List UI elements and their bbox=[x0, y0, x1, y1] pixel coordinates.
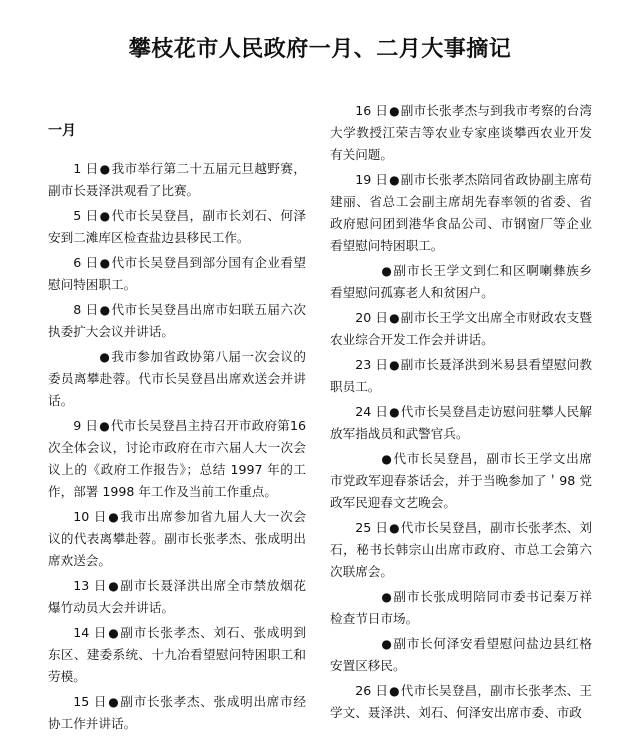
entry-date: 24 日 bbox=[355, 404, 389, 419]
event-entry bbox=[330, 100, 592, 166]
entry-date: 10 日 bbox=[73, 509, 108, 524]
right-entry-list bbox=[330, 100, 592, 724]
bullet-icon: ● bbox=[99, 209, 111, 223]
event-entry bbox=[48, 346, 306, 412]
bullet-icon: ● bbox=[389, 405, 400, 419]
bullet-icon: ● bbox=[381, 452, 393, 466]
bullet-icon: ● bbox=[381, 264, 393, 278]
entry-date: 6 日 bbox=[73, 255, 99, 270]
entry-text: 副市长张成明陪同市委书记秦万祥检查节日市场。 bbox=[330, 589, 592, 626]
entry-date: 25 日 bbox=[355, 520, 389, 535]
bullet-icon: ● bbox=[389, 173, 400, 187]
event-entry bbox=[330, 354, 592, 398]
entry-text: 我市参加省政协第八届一次会议的委员离攀赴蓉。代市长吴登昌出席欢送会并讲话。 bbox=[48, 349, 306, 408]
event-entry bbox=[330, 680, 592, 724]
entry-date: 13 日 bbox=[73, 578, 108, 593]
event-entry bbox=[330, 517, 592, 583]
event-entry bbox=[330, 448, 592, 514]
bullet-icon: ● bbox=[381, 590, 393, 604]
event-entry bbox=[48, 205, 306, 249]
event-entry bbox=[330, 401, 592, 445]
event-entry bbox=[48, 575, 306, 619]
entry-text: 副市长张孝杰与到我市考察的台湾大学教授江荣吉等农业专家座谈攀西农业开发有关问题。 bbox=[330, 103, 592, 162]
event-entry bbox=[330, 633, 592, 677]
bullet-icon: ● bbox=[389, 104, 400, 118]
event-entry bbox=[48, 506, 306, 572]
entry-text: 副市长张孝杰、刘石、张成明到东区、建委系统、十九冶看望慰问特困职工和劳模。 bbox=[48, 625, 306, 684]
event-entry bbox=[48, 299, 306, 343]
left-entry-list bbox=[48, 158, 306, 735]
event-entry bbox=[330, 307, 592, 351]
bullet-icon: ● bbox=[389, 684, 400, 698]
entry-text: 代市长吴登昌到部分国有企业看望慰问特困职工。 bbox=[48, 255, 306, 292]
entry-text: 副市长张孝杰、张成明出席市经协工作并讲话。 bbox=[48, 694, 306, 731]
event-entry bbox=[48, 622, 306, 688]
month-heading: 一月 bbox=[48, 123, 76, 139]
entry-date: 26 日 bbox=[355, 683, 389, 698]
entry-text: 代市长吴登昌，副市长张孝杰、王学文、聂泽洪、刘石、何泽安出席市委、市政 bbox=[330, 683, 592, 720]
bullet-icon: ● bbox=[108, 695, 120, 709]
entry-date: 5 日 bbox=[73, 208, 99, 223]
bullet-icon: ● bbox=[389, 358, 400, 372]
entry-date: 20 日 bbox=[355, 310, 389, 325]
entry-text: 代市长吴登昌，副市长王学文出席市党政军迎春茶话会，并于当晚参加了＇98 党政军民迎春文艺晚会。 bbox=[330, 451, 592, 510]
bullet-icon: ● bbox=[99, 256, 111, 270]
bullet-icon: ● bbox=[99, 162, 111, 176]
entry-date: 8 日 bbox=[73, 302, 99, 317]
entry-text: 代市长吴登昌主持召开市政府第16次全体会议，讨论市政府在市六届人大一次会议上的《政府工作报告》；总结 1997 年的工作，部署 1998 年工作及当前工作重点。 bbox=[48, 418, 306, 499]
bullet-icon: ● bbox=[389, 521, 400, 535]
entry-date: 23 日 bbox=[355, 357, 389, 372]
bullet-icon: ● bbox=[108, 626, 120, 640]
entry-date: 16 日 bbox=[355, 103, 389, 118]
bullet-icon: ● bbox=[99, 350, 111, 364]
entry-text: 代市长吴登昌，副市长刘石、何泽安到二滩库区检查盐边县移民工作。 bbox=[48, 208, 306, 245]
entry-date: 14 日 bbox=[73, 625, 108, 640]
entry-text: 我市举行第二十五届元旦越野赛，副市长聂泽洪观看了比赛。 bbox=[48, 161, 306, 198]
entry-date: 9 日 bbox=[73, 418, 99, 433]
bullet-icon: ● bbox=[99, 419, 110, 433]
entry-text: 副市长聂泽洪到米易县看望慰问教职员工。 bbox=[330, 357, 592, 394]
event-entry bbox=[330, 169, 592, 257]
bullet-icon: ● bbox=[108, 510, 120, 524]
right-column bbox=[330, 100, 592, 727]
entry-text: 代市长吴登昌走访慰问驻攀人民解放军指战员和武警官兵。 bbox=[330, 404, 592, 441]
entry-text: 副市长何泽安看望慰问盐边县红格安置区移民。 bbox=[330, 636, 592, 673]
entry-text: 副市长张孝杰陪同省政协副主席苟建丽、省总工会副主席胡先春率领的省委、省政府慰问团到港华食品公司、市钢窗厂等企业看望慰问特困职工。 bbox=[330, 172, 592, 253]
entry-text: 副市长聂泽洪出席全市禁放烟花爆竹动员大会并讲话。 bbox=[48, 578, 306, 615]
event-entry bbox=[330, 586, 592, 630]
bullet-icon: ● bbox=[99, 303, 111, 317]
entry-text: 我市出席参加省九届人大一次会议的代表离攀赴蓉。副市长张孝杰、张成明出席欢送会。 bbox=[48, 509, 306, 568]
entry-text: 代市长吴登昌出席市妇联五届六次执委扩大会议并讲话。 bbox=[48, 302, 306, 339]
bullet-icon: ● bbox=[389, 311, 400, 325]
bullet-icon: ● bbox=[381, 637, 393, 651]
event-entry bbox=[48, 691, 306, 735]
entry-text: 副市长王学文出席全市财政农支暨农业综合开发工作会并讲话。 bbox=[330, 310, 592, 347]
event-entry bbox=[48, 158, 306, 202]
event-entry bbox=[48, 252, 306, 296]
entry-text: 代市长吴登昌，副市长张孝杰、刘石，秘书长韩宗山出席市政府、市总工会第六次联席会。 bbox=[330, 520, 592, 579]
event-entry bbox=[48, 415, 306, 503]
bullet-icon: ● bbox=[108, 579, 120, 593]
entry-date: 15 日 bbox=[73, 694, 108, 709]
entry-date: 1 日 bbox=[73, 161, 99, 176]
entry-date: 19 日 bbox=[355, 172, 389, 187]
left-column bbox=[48, 100, 306, 738]
event-entry bbox=[330, 260, 592, 304]
page-title: 攀枝花市人民政府一月、二月大事摘记 bbox=[128, 37, 512, 62]
entry-text: 副市长王学文到仁和区啊喇彝族乡看望慰问孤寡老人和贫困户。 bbox=[330, 263, 592, 300]
